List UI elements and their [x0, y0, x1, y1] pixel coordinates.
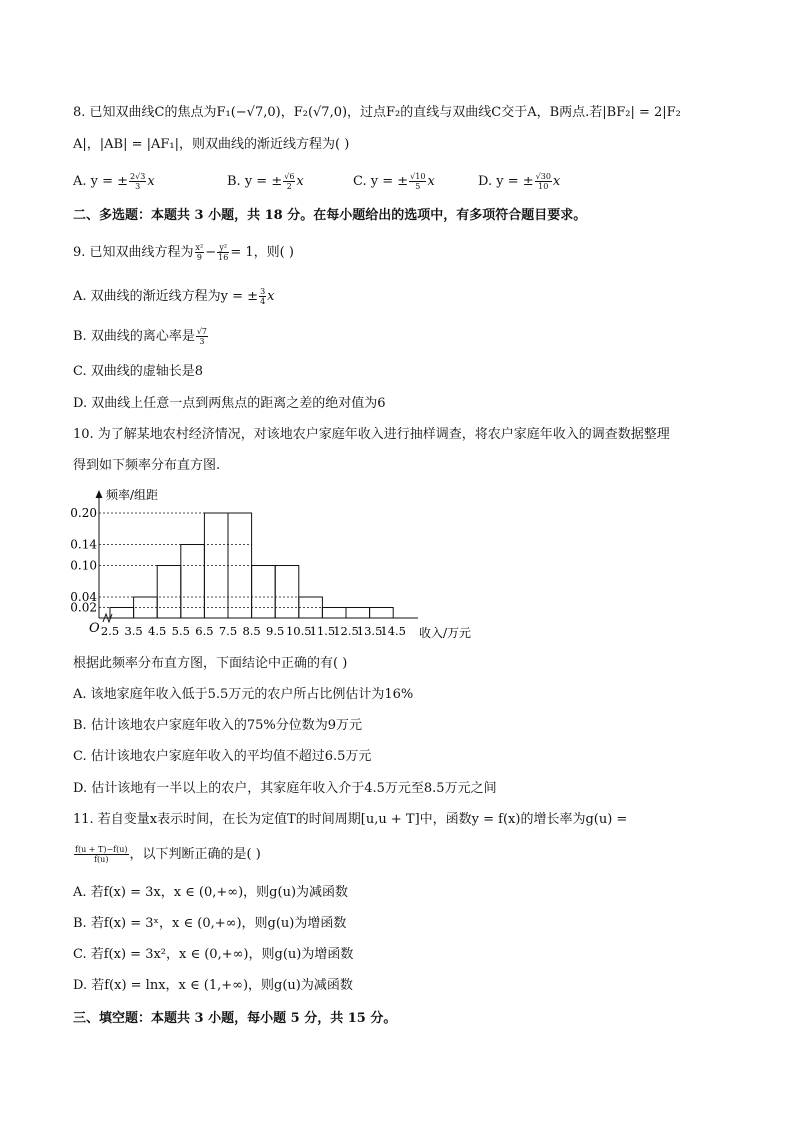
histogram-bar [134, 597, 158, 618]
histogram-bar [346, 608, 370, 619]
q9-option-c: C. 双曲线的虚轴长是8 [73, 364, 204, 379]
q11-option-d: D. 若f(x) = lnx，x ∈ (1,+∞)，则g(u)为减函数 [73, 978, 353, 993]
x-tick-label: 6.5 [195, 624, 214, 638]
q8-option-c: C. y = ± $\frac{√10}{5}$ x [353, 172, 435, 191]
q9-stem: 9. 已知双曲线方程为 $\frac{\text{x²}}{9}$ − $\frac{\text{y²}}{16}$ = 1，则( ) [73, 243, 294, 262]
q10-option-a: A. 该地家庭年收入低于5.5万元的农户所占比例估计为16% [73, 687, 414, 702]
y-axis-arrow [96, 490, 103, 498]
y-tick-label: 0.02 [70, 600, 97, 615]
histogram-bar [181, 545, 205, 619]
x-tick-label: 7.5 [218, 624, 238, 638]
histogram-bar [110, 608, 134, 619]
q9-option-b: B. 双曲线的离心率是 $\frac{√7}{3}$ [73, 327, 208, 346]
x-tick-label: 8.5 [242, 624, 261, 638]
q8-option-a: A. y = ± $\frac{2√3}{3}$ x [73, 172, 155, 191]
x-tick-label: 14.5 [380, 624, 407, 638]
x-tick-label: 5.5 [171, 624, 190, 638]
histogram-bar [322, 608, 346, 619]
frequency-histogram [70, 485, 500, 645]
q10-option-d: D. 估计该地有一半以上的农户，其家庭年收入介于4.5万元至8.5万元之间 [73, 781, 497, 796]
x-tick-label: 2.5 [100, 624, 120, 638]
y-tick-label: 0.20 [70, 506, 97, 520]
x-tick-label: 11.5 [309, 624, 336, 638]
x-tick-label: 3.5 [124, 624, 143, 638]
q9-option-a: A. 双曲线的渐近线方程为y = ± $\frac{3}{4}$ x [73, 287, 275, 306]
q10-option-c: C. 估计该地农户家庭年收入的平均值不超过6.5万元 [73, 749, 372, 764]
x-tick-label: 9.5 [266, 624, 285, 638]
y-tick-label: 0.10 [70, 558, 97, 573]
section-2-heading: 二、多选题：本题共 3 小题，共 18 分。在每小题给出的选项中，有多项符合题目要求。 [73, 208, 587, 223]
x-axis-label: 收入/万元 [419, 626, 472, 640]
q8-option-b: B. y = ± $\frac{√6}{2}$ x [227, 172, 304, 191]
q10-line1: 10. 为了解某地农村经济情况，对该地农户家庭年收入进行抽样调查，将农户家庭年收入的调查数据整理 [73, 427, 670, 442]
q11-line1: 11. 若自变量x表示时间，在长为定值T的时间周期[u,u + T]中，函数y = f(x)的增长率为g(u) = [73, 812, 628, 827]
q10-line2: 得到如下频率分布直方图. [73, 458, 221, 473]
y-tick-label: 0.04 [70, 590, 97, 604]
q10-prompt: 根据此频率分布直方图，下面结论中正确的有( ) [73, 656, 348, 671]
x-tick-label: 4.5 [148, 624, 167, 638]
q10-option-b: B. 估计该地农户家庭年收入的75%分位数为9万元 [73, 718, 362, 733]
section-3-heading: 三、填空题：本题共 3 小题，每小题 5 分，共 15 分。 [73, 1011, 397, 1026]
histogram-bar [275, 566, 299, 619]
histogram-bar [370, 608, 394, 619]
q11-option-b: B. 若f(x) = 3ˣ，x ∈ (0,+∞)，则g(u)为增函数 [73, 916, 347, 931]
q8-line1: 8. 已知双曲线C的焦点为F₁(−√7,0)，F₂(√7,0)，过点F₂的直线与双曲线C交于A，B两点.若|BF₂| = 2|F₂ [73, 105, 681, 120]
y-axis-label: 频率/组距 [106, 488, 159, 502]
histogram-bar [252, 566, 276, 619]
q11-option-a: A. 若f(x) = 3x，x ∈ (0,+∞)，则g(u)为减函数 [73, 885, 349, 900]
histogram-bar [157, 566, 181, 619]
q8-option-d: D. y = ± $\frac{√30}{10}$ x [478, 172, 561, 191]
x-tick-label: 12.5 [333, 624, 359, 638]
q11-line2: $\frac{f(u + T)-f(u)}{f(u)}$ ，以下判断正确的是( ) [75, 845, 261, 864]
histogram-bar [299, 597, 323, 618]
x-tick-label: 10.5 [285, 624, 312, 638]
y-tick-label: 0.14 [70, 537, 97, 552]
q11-option-c: C. 若f(x) = 3x²，x ∈ (0,+∞)，则g(u)为增函数 [73, 947, 354, 962]
origin-label: O [89, 621, 100, 636]
x-tick-label: 13.5 [356, 624, 383, 638]
axis-break-mark [103, 614, 112, 622]
q8-line2: A|，|AB| = |AF₁|，则双曲线的渐近线方程为( ) [73, 137, 350, 152]
q9-option-d: D. 双曲线上任意一点到两焦点的距离之差的绝对值为6 [73, 396, 386, 411]
